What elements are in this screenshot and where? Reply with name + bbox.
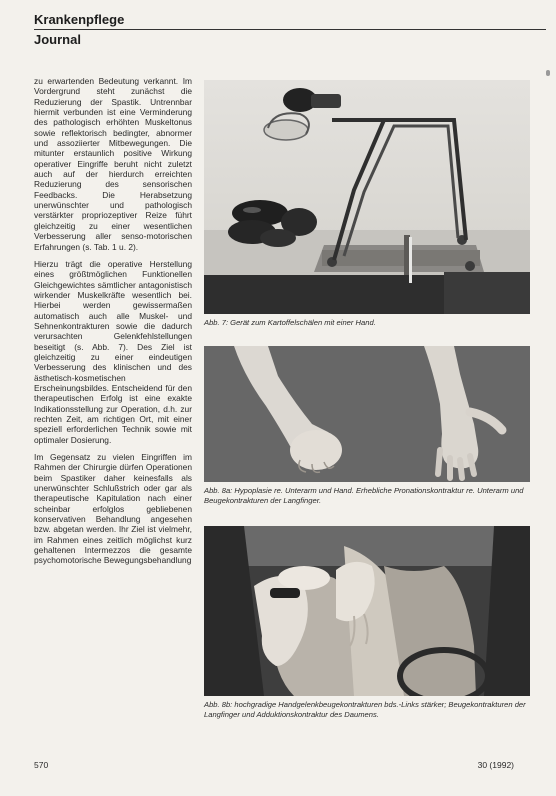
figure-7-photo: [204, 80, 530, 314]
paragraph: zu erwartenden Bedeutung verkannt. Im Vordergrund steht zunächst die Reduzierung der Spastik. Untrennbar hiermit verbunden ist eine Verminderung des pathologisch erhöhten Muskeltonus sowie reflektorisch bedingter, abnormer und assoziierter Mitbewegungen. Die mitunter erstaunlich positive Wirkung operativer Eingriffe beruht nicht zuletzt auch auf der hierdurch erreichten Reduzierung des sensorischen Feedbacks. Die Herabsetzung unerwünschter und pathologisch verstärkter propriozeptiver Reize führt gleichzeitig zu einer wesentlichen Verbesserung aller senso-motorischen Erfahrungen (s. Tab. 1 u. 2).: [34, 76, 192, 252]
page-number: 570: [34, 760, 49, 770]
paragraph: Im Gegensatz zu vielen Eingriffen im Rahmen der Chirurgie dürfen Operationen beim Spastiker daher keinesfalls als unerwünschter Schlußstrich oder gar als therapeutische Kapitulation nach einer scheinbar erfolglos gebliebenen konservativen Behandlung angesehen bzw. abgetan werden. Ihr Ziel ist vielmehr, im Rahmen eines zeitlich möglichst kurz gehaltenen Intermezzos die gesamte psychomotorische Bewegungsbehandlung: [34, 452, 192, 566]
figure-8b-photo: [204, 526, 530, 696]
figure-8a-caption: Abb. 8a: Hypoplasie re. Unterarm und Hand. Erhebliche Pronationskontraktur re. Unterarm und Beugekontrakturen der Langfinger.: [204, 486, 524, 505]
header-rule: [34, 29, 546, 30]
scan-mark: [546, 70, 550, 76]
paragraph: Hierzu trägt die operative Herstellung eines größtmöglichen Funktionellen Gleichgewichtes sämtlicher antagonistisch wirkender Muskelkräfte wesentlich bei. Hierbei werden gewissermaßen automatisch auch alle Muskel- und Sehnenkontrakturen sowie die dadurch verursachten Gelenkfehlstellungen beseitigt (s. Abb. 7). Des Ziel ist gleichzeitig zu einer eindeutigen Verbesserung des klinischen und des ästhetisch-kosmetischen Erscheinungsbildes. Entscheidend für den therapeutischen Erfolg ist eine exakte Indikationsstellung zur Operation, d.h. zur rechten Zeit, am richtigen Ort, mit einer speziell erforderlichen Technik sowie mit optimaler Dosierung.: [34, 258, 192, 445]
figure-8b: [204, 526, 530, 720]
figure-8b-caption: Abb. 8b: hochgradige Handgelenkbeugekontrakturen bds.-Links stärker; Beugekontrakturen der Langfinger und Adduktionskontraktur des Daumens.: [204, 700, 526, 719]
hands-photo-image: [204, 346, 530, 482]
figure-8a: [204, 346, 530, 506]
page-header: [34, 12, 546, 48]
potato-peeler-device-image: [204, 80, 530, 314]
issue-label: 30 (1992): [477, 760, 514, 770]
journal-title: Krankenpflege: [34, 12, 125, 27]
figure-8a-photo: [204, 346, 530, 482]
figure-7: [204, 80, 530, 328]
section-title: Journal: [34, 32, 81, 47]
wrists-photo-image: [204, 526, 530, 696]
text-column: [34, 76, 192, 573]
figure-7-caption: Abb. 7: Gerät zum Kartoffelschälen mit einer Hand.: [204, 318, 376, 327]
